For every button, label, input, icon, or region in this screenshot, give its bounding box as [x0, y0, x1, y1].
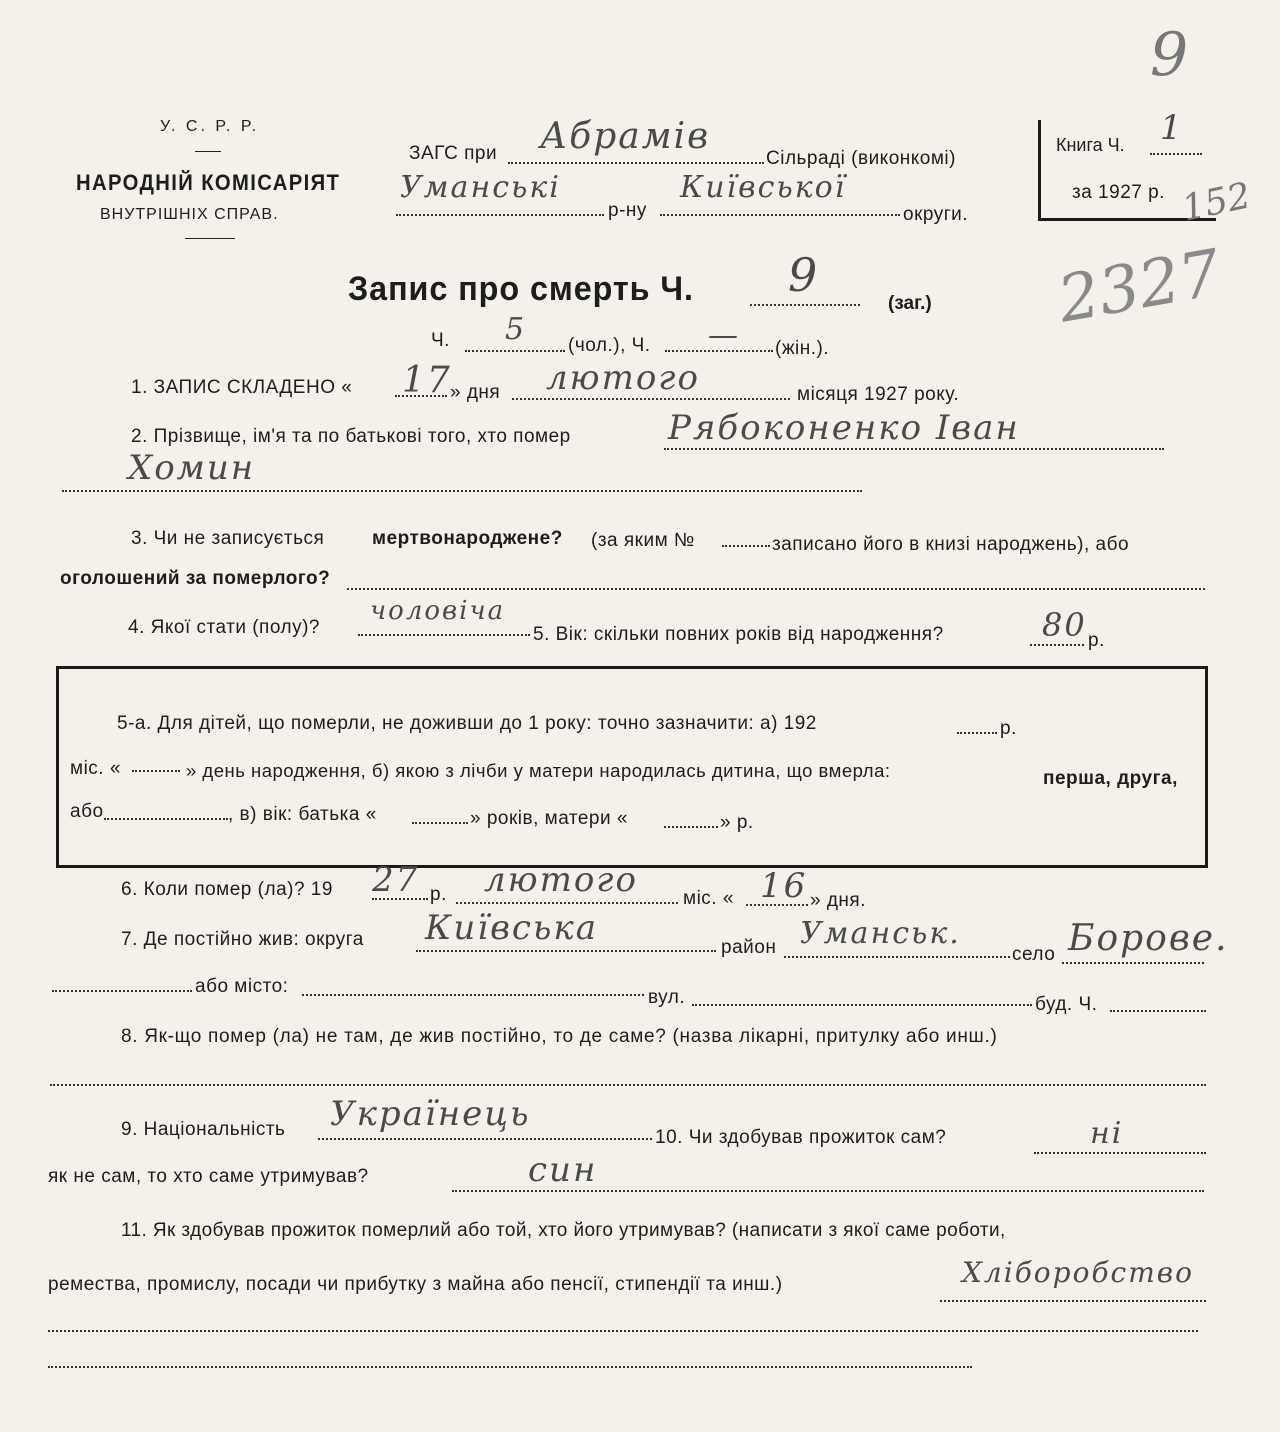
f5a-line3b: , в) вік: батька «: [228, 804, 377, 825]
zags-okruha-value: Київської: [680, 170, 847, 205]
f11-line1: 11. Як здобував прожиток померлий або той, хто його утримував? (написати з якої саме роботи,: [121, 1220, 1006, 1241]
f5a-father-line: [412, 822, 468, 824]
f4-label: 4. Якої стати (полу)?: [128, 617, 320, 638]
male-prefix: Ч.: [431, 330, 450, 351]
f3-text2: (за яким №: [591, 530, 695, 551]
record-suffix: (заг.): [888, 293, 932, 314]
f6-mis: міс. «: [683, 888, 734, 909]
f11-value-line: [940, 1300, 1206, 1302]
f11-line-4: [48, 1366, 972, 1368]
f6-day-line: [746, 904, 808, 906]
f5a-line3a: або: [70, 801, 104, 822]
f7-raion: Уманськ.: [800, 916, 961, 951]
female-number: —: [708, 318, 740, 353]
f5-label: 5. Вік: скільки повних років від народження?: [533, 624, 944, 645]
f8-label: 8. Як-що помер (ла) не там, де жив постійно, то де саме? (назва лікарні, притулку або инш.): [121, 1026, 998, 1047]
zags-village-line: [508, 162, 764, 164]
f7-city-lead-line: [52, 990, 192, 992]
republic-label: У. С. Р. Р.: [160, 118, 260, 135]
page-number-pencil: 9: [1150, 20, 1189, 90]
f9-label: 9. Національність: [121, 1119, 286, 1140]
f6-label: 6. Коли помер (ла)? 19: [121, 879, 333, 900]
female-label: (жін.).: [775, 338, 830, 359]
record-number-line: [750, 304, 860, 306]
f6-month-line: [456, 902, 678, 904]
f2-cont-line: [62, 490, 862, 492]
f2-name: Рябоконенко Іван: [668, 408, 1020, 448]
male-label: (чол.), Ч.: [568, 335, 651, 356]
f1-label: 1. ЗАПИС СКЛАДЕНО «: [131, 377, 353, 398]
f3-bold1: мертвонароджене?: [372, 528, 563, 549]
f1-day-line: [395, 395, 447, 397]
pencil-side-note-1: 152: [1178, 175, 1255, 230]
f3-text3: записано його в книзі народжень), або: [772, 534, 1130, 555]
commissariat-label: НАРОДНІЙ КОМІСАРІЯТ: [76, 170, 341, 195]
f7-raion-label: район: [721, 937, 777, 958]
book-year: за 1927 р.: [1072, 182, 1165, 203]
male-number: 5: [505, 312, 527, 347]
f10-line2: як не сам, то хто саме утримував?: [48, 1166, 369, 1187]
f10-line2-line: [452, 1190, 1204, 1192]
f1-suffix: місяця 1927 року.: [797, 384, 960, 405]
book-number-line: [1150, 153, 1202, 155]
pencil-side-note-2: 2327: [1052, 236, 1227, 338]
f7-label: 7. Де постійно жив: округа: [121, 929, 364, 950]
f7-city-label: або місто:: [195, 976, 289, 997]
f1-day: 17: [402, 360, 452, 401]
zags-district-value: Уманські: [400, 170, 561, 205]
f7-okruha: Київська: [425, 908, 599, 948]
f5a-line2-bold: перша, друга,: [1043, 768, 1178, 789]
f7-okruha-line: [416, 950, 716, 952]
f10-label: 10. Чи здобував прожиток сам?: [655, 1127, 947, 1148]
f3-bold2: оголошений за померлого?: [60, 568, 331, 589]
f1-month: лютого: [546, 358, 700, 398]
f4-value: чоловіча: [370, 596, 506, 626]
f6-suffix: » дня.: [810, 890, 866, 911]
f7-building-label: буд. Ч.: [1035, 994, 1098, 1015]
f6-month: лютого: [484, 860, 638, 900]
zags-village-value: Абрамів: [540, 116, 711, 157]
f5a-month-line: [132, 770, 180, 772]
zags-suffix: Сільраді (виконкомі): [766, 148, 956, 169]
f5a-line2a: міс. «: [70, 758, 121, 779]
f9-line: [318, 1138, 652, 1140]
f5-line: [1030, 644, 1084, 646]
zags-district-label: р-ну: [608, 200, 647, 221]
f8-line: [50, 1084, 1206, 1086]
f7-selo-line: [1062, 962, 1204, 964]
f7-selo: Борове.: [1068, 918, 1229, 959]
book-label: Книга Ч.: [1056, 135, 1125, 155]
f3-text1: 3. Чи не записується: [131, 528, 325, 549]
male-line: [465, 350, 565, 352]
f9-value: Українець: [330, 1094, 531, 1134]
f5-suffix: р.: [1088, 630, 1105, 651]
f11-line2: ремества, промислу, посади чи прибутку з майна або пенсії, стипендії та инш.): [48, 1274, 783, 1295]
f1-month-line: [512, 398, 790, 400]
f3-number-line: [722, 545, 770, 547]
zags-district-line: [396, 214, 604, 216]
f6-year: 27: [372, 860, 420, 900]
f5-value: 80: [1042, 606, 1087, 644]
f11-value: Хліборобство: [962, 1256, 1194, 1289]
book-number: 1: [1160, 108, 1184, 148]
f6-r: р.: [430, 884, 447, 905]
f5a-mother-line: [664, 826, 718, 828]
department-label: ВНУТРІШНІХ СПРАВ.: [100, 206, 279, 223]
header-dash: [195, 151, 221, 152]
f4-line: [358, 634, 530, 636]
f7-street-line: [692, 1004, 1032, 1006]
f7-street-label: вул.: [648, 987, 686, 1008]
zags-okruha-line: [660, 214, 900, 216]
f7-selo-label: село: [1012, 944, 1056, 965]
record-title: Запис про смерть Ч.: [348, 270, 694, 308]
f5a-year-line: [957, 732, 997, 734]
f2-name-cont: Хомин: [128, 448, 256, 488]
f10-value: ні: [1090, 1116, 1124, 1151]
f5a-line1-suffix: р.: [1000, 718, 1017, 739]
zags-okruha-label: округи.: [903, 204, 969, 225]
f5a-line3c: » років, матери «: [470, 808, 628, 829]
f10-value2: син: [528, 1150, 598, 1190]
f5a-other-line: [104, 818, 228, 820]
f7-city-line: [302, 994, 644, 996]
f5a-line3d: » р.: [720, 812, 754, 833]
f11-line-3: [48, 1330, 1198, 1332]
f2-label: 2. Прізвище, ім'я та по батькові того, хто помер: [131, 426, 571, 447]
f6-year-line: [372, 898, 428, 900]
zags-prefix: ЗАГС при: [409, 143, 498, 164]
f5a-line2b: » день народження, б) якою з лічби у матери народилась дитина, що вмерла:: [186, 760, 891, 781]
f2-name-line: [664, 448, 1164, 450]
f5a-line1: 5-а. Для дітей, що померли, не доживши до 1 року: точно зазначити: а) 192: [117, 713, 817, 734]
f6-day: 16: [760, 866, 808, 906]
header-double-dash: [185, 238, 235, 239]
f1-mid: » дня: [450, 382, 501, 403]
f7-building-line: [1110, 1010, 1206, 1012]
f7-raion-line: [784, 956, 1010, 958]
f10-line: [1034, 1152, 1206, 1154]
record-number: 9: [788, 248, 820, 302]
f3-declared-line: [347, 588, 1205, 590]
